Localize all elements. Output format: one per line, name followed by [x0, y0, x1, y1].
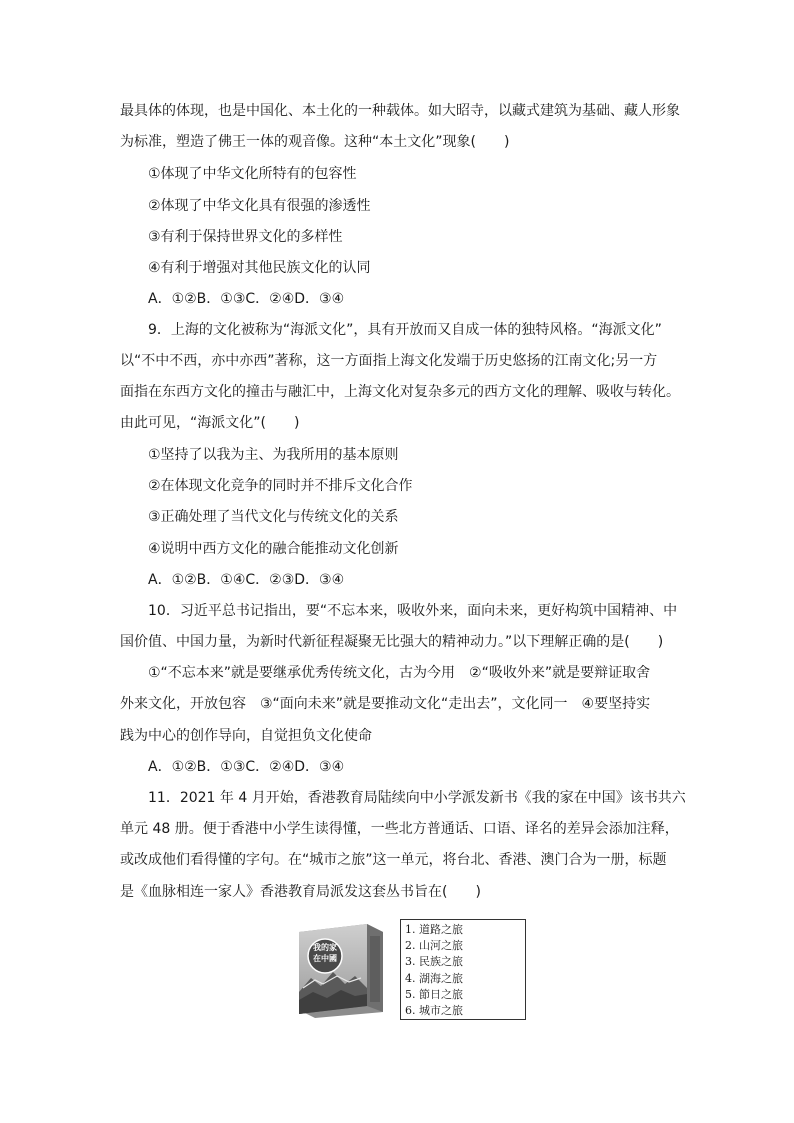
contents-item: 3. 民族之旅 — [405, 955, 463, 969]
q10-stem-line-2: 国价值、中国力量，为新时代新征程凝聚无比强大的精神动力。”以下理解正确的是( ) — [120, 634, 664, 650]
q9-stem-line-4: 由此可见，“海派文化”( ) — [120, 415, 300, 431]
contents-item: 2. 山河之旅 — [405, 939, 463, 953]
q9-stem-line-2: 以“不中不西，亦中亦西”著称，这一方面指上海文化发端于历史悠扬的江南文化;另一方 — [120, 353, 658, 369]
q10-stem-line-5: 践为中心的创作导向，自觉担负文化使命 — [120, 728, 372, 744]
q11-stem-line-3: 或改成他们看得懂的字句。在“城市之旅”这一单元，将台北、香港、澳门合为一册，标题 — [120, 852, 667, 868]
contents-item: 4. 湖海之旅 — [405, 971, 463, 985]
q8-stem-line-1: 最具体的体现，也是中国化、本土化的一种载体。如大昭寺，以藏式建筑为基础、藏人形象 — [120, 103, 680, 119]
q8-option-2: ②体现了中华文化具有很强的渗透性 — [148, 198, 371, 214]
q10-stem-line-4: 外来文化，开放包容 ③“面向未来”就是要推动文化“走出去”，文化同一 ④要坚持实 — [120, 696, 651, 712]
series-contents-box — [400, 919, 526, 1020]
q9-option-4: ④说明中西方文化的融合能推动文化创新 — [148, 541, 399, 557]
q10-stem-line-3: ①“不忘本来”就是要继承优秀传统文化，古为今用 ②“吸收外来”就是要辩证取舍 — [148, 665, 651, 681]
q8-option-4: ④有利于增强对其他民族文化的认同 — [148, 260, 371, 276]
contents-item: 5. 節日之旅 — [405, 987, 463, 1001]
q9-option-3: ③正确处理了当代文化与传统文化的关系 — [148, 509, 399, 525]
q8-option-1: ①体现了中华文化所特有的包容性 — [148, 166, 357, 182]
q10-answer-choices: A．①②B．①③C．②④D．③④ — [148, 759, 345, 775]
q9-stem-line-1: 9．上海的文化被称为“海派文化”，具有开放而又自成一体的独特风格。“海派文化” — [148, 322, 662, 338]
book-set-image — [293, 922, 385, 1018]
q8-option-3: ③有利于保持世界文化的多样性 — [148, 229, 343, 245]
book-cover-title-line-1: 我的家 — [313, 943, 337, 952]
q9-option-1: ①坚持了以我为主、为我所用的基本原则 — [148, 447, 399, 463]
q11-stem-line-1: 11．2021 年 4 月开始，香港教育局陆续向中小学派发新书《我的家在中国》该书共六 — [148, 790, 686, 806]
q11-stem-line-4: 是《血脉相连一家人》香港教育局派发这套丛书旨在( ) — [120, 884, 481, 900]
q9-answer-choices: A．①②B．①④C．②③D．③④ — [148, 572, 345, 588]
q8-answer-choices: A．①②B．①③C．②④D．③④ — [148, 291, 345, 307]
q9-option-2: ②在体现文化竞争的同时并不排斥文化合作 — [148, 478, 413, 494]
q10-stem-line-1: 10．习近平总书记指出，要“不忘本来，吸收外来，面向未来，更好构筑中国精神、中 — [148, 603, 678, 619]
q9-stem-line-3: 面指在东西方文化的撞击与融汇中，上海文化对复杂多元的西方文化的理解、吸收与转化。 — [120, 384, 680, 400]
contents-item: 1. 道路之旅 — [405, 923, 463, 936]
book-cover-title-line-2: 在中國 — [313, 954, 337, 963]
q11-stem-line-2: 单元 48 册。便于香港中小学生读得懂，一些北方普通话、口语、译名的差异会添加注释， — [120, 821, 679, 837]
contents-item: 6. 城市之旅 — [405, 1004, 463, 1018]
q8-stem-line-2: 为标准，塑造了佛王一体的观音像。这种“本土文化”现象( ) — [120, 134, 510, 150]
book-cover-title — [308, 942, 342, 964]
